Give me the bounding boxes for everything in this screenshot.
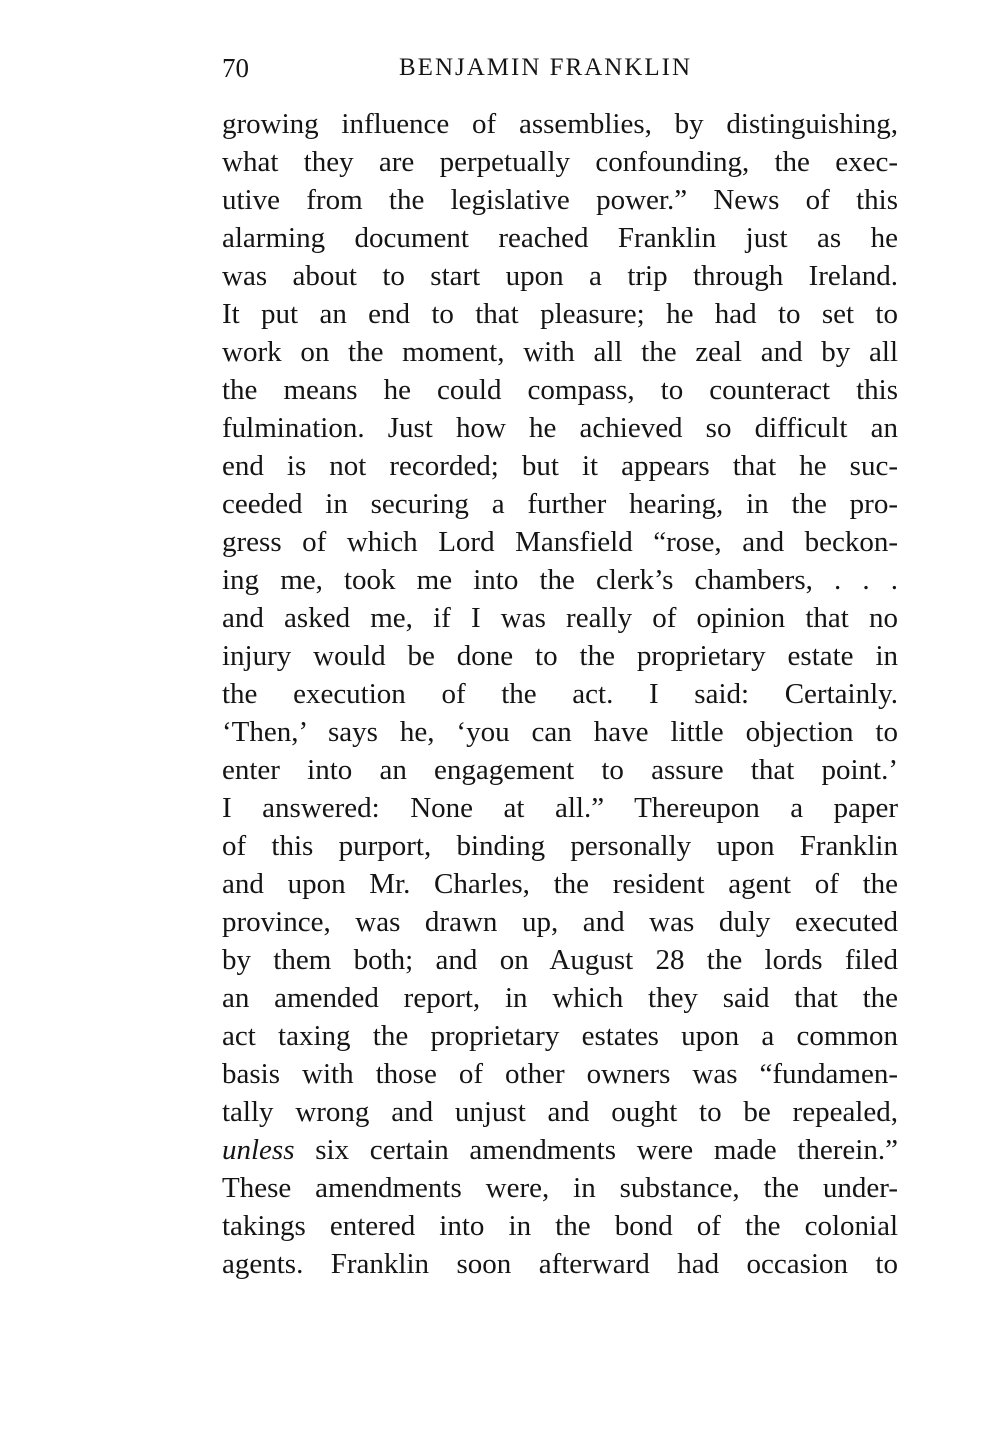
text-line: injury would be done to the proprietary estate in (222, 640, 898, 672)
running-head (222, 48, 898, 88)
running-title: BENJAMIN FRANKLIN (399, 54, 693, 81)
text-line: ing me, took me into the clerk’s chambers, . . . (222, 564, 898, 596)
text-line: what they are perpetually confounding, the exec- (222, 146, 898, 178)
text-line: tally wrong and unjust and ought to be repealed, (222, 1096, 898, 1128)
text-line-rest: six certain amendments were made therein.” (315, 1134, 898, 1166)
text-line: It put an end to that pleasure; he had to set to (222, 298, 898, 330)
text-line: an amended report, in which they said that the (222, 982, 898, 1014)
text-line: was about to start upon a trip through Ireland. (222, 260, 898, 292)
text-line: by them both; and on August 28 the lords filed (222, 944, 898, 976)
page-number: 70 (222, 53, 249, 83)
text-line: ‘Then,’ says he, ‘you can have little objection to (222, 716, 898, 748)
italic-word: unless (222, 1134, 295, 1166)
text-line: end is not recorded; but it appears that he suc- (222, 450, 898, 482)
text-line: the means he could compass, to counteract this (222, 374, 898, 406)
text-line: alarming document reached Franklin just as he (222, 222, 898, 254)
text-line-italic-lead (222, 1131, 898, 1169)
text-line: growing influence of assemblies, by distinguishing, (222, 108, 898, 140)
text-line: act taxing the proprietary estates upon a common (222, 1020, 898, 1052)
text-line: and asked me, if I was really of opinion that no (222, 602, 898, 634)
text-line: and upon Mr. Charles, the resident agent of the (222, 868, 898, 900)
text-line: gress of which Lord Mansfield “rose, and beckon- (222, 526, 898, 558)
text-line: basis with those of other owners was “fundamen- (222, 1058, 898, 1090)
text-line: I answered: None at all.” Thereupon a paper (222, 792, 898, 824)
body-text (222, 105, 898, 1283)
text-line: ceeded in securing a further hearing, in the pro- (222, 488, 898, 520)
text-line: the execution of the act. I said: Certainly. (222, 678, 898, 710)
text-line: fulmination. Just how he achieved so difficult an (222, 412, 898, 444)
text-line: work on the moment, with all the zeal and by all (222, 336, 898, 368)
text-line: agents. Franklin soon afterward had occasion to (222, 1248, 898, 1280)
text-line: of this purport, binding personally upon Franklin (222, 830, 898, 862)
text-line: province, was drawn up, and was duly executed (222, 906, 898, 938)
text-line: enter into an engagement to assure that point.’ (222, 754, 898, 786)
text-line: These amendments were, in substance, the under- (222, 1172, 898, 1204)
text-line: utive from the legislative power.” News of this (222, 184, 898, 216)
text-line: takings entered into in the bond of the colonial (222, 1210, 898, 1242)
